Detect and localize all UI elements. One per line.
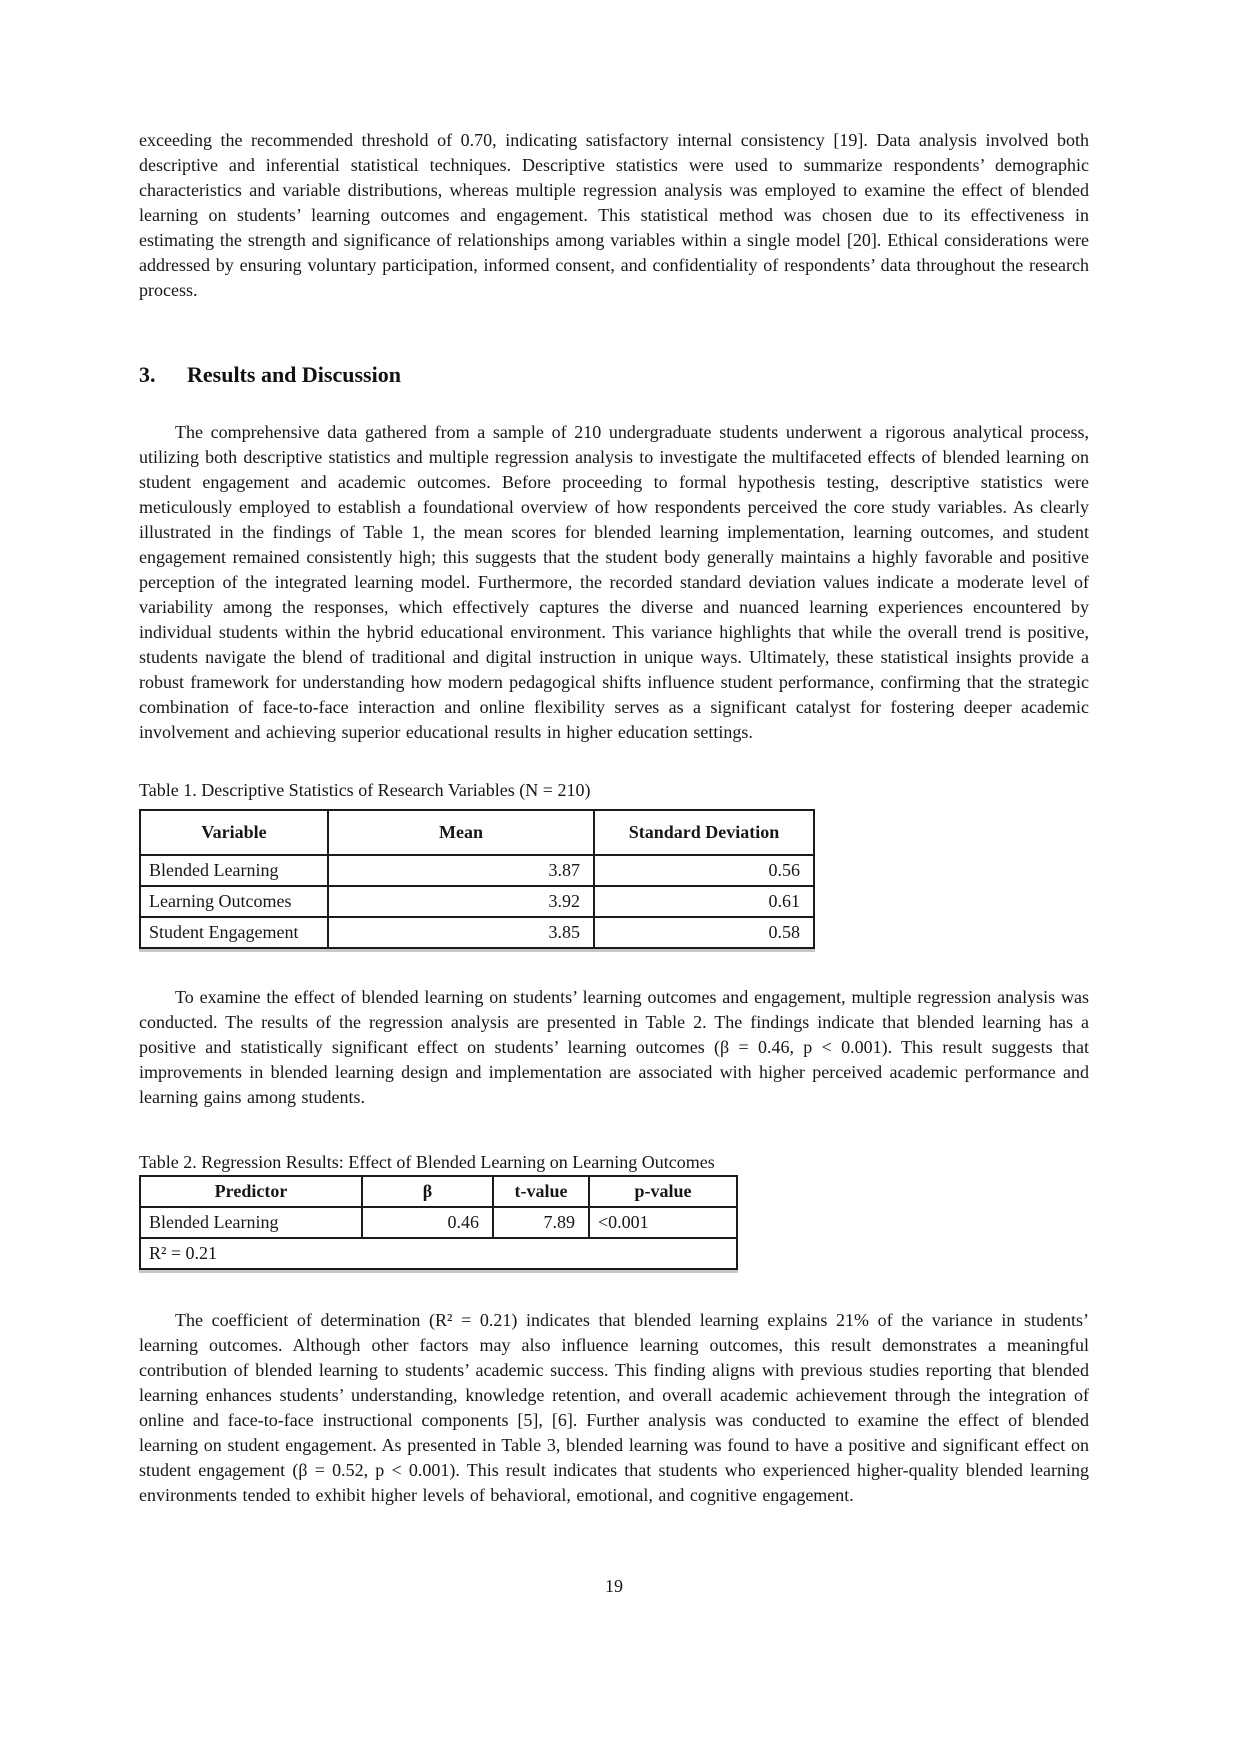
table2-regression-results xyxy=(139,1175,738,1270)
table1-header-row xyxy=(140,810,814,855)
table1-cell-sd: 0.58 xyxy=(594,917,814,948)
table-row xyxy=(140,886,814,917)
table1-cell-variable: Learning Outcomes xyxy=(140,886,328,917)
table1-caption: Table 1. Descriptive Statistics of Research Variables (N = 210) xyxy=(139,780,591,800)
table1-cell-sd: 0.61 xyxy=(594,886,814,917)
table2-cell-predictor: Blended Learning xyxy=(140,1207,362,1238)
paragraph-discussion: The coefficient of determination (R² = 0.21) indicates that blended learning explains 21% of the variance in students’ learning outcomes. Although other factors may also influence learning outcomes, this result demonstrates a meaningful contribution of blended learning to students’ academic success. This finding aligns with previous studies reporting that blended learning enhances students’ understanding, knowledge retention, and overall academic achievement through the integration of online and face-to-face instructional components [5], [6]. Further analysis was conducted to examine the effect of blended learning on student engagement. As presented in Table 3, blended learning was found to have a positive and significant effect on student engagement (β = 0.52, p < 0.001). This result indicates that students who experienced higher-quality blended learning environments tended to exhibit higher levels of behavioral, emotional, and cognitive engagement. xyxy=(139,1310,1089,1505)
table2-header-pvalue: p-value xyxy=(589,1176,737,1207)
table1-header-mean: Mean xyxy=(328,810,594,855)
table2-cell-pvalue: <0.001 xyxy=(589,1207,737,1238)
table1-cell-mean: 3.87 xyxy=(328,855,594,886)
table1-cell-variable: Student Engagement xyxy=(140,917,328,948)
table2-header-predictor: Predictor xyxy=(140,1176,362,1207)
page-number: 19 xyxy=(605,1576,623,1596)
table-row xyxy=(140,917,814,948)
section-heading xyxy=(139,360,1089,390)
table1-descriptive-statistics xyxy=(139,809,815,949)
table1-cell-mean: 3.92 xyxy=(328,886,594,917)
table1-cell-mean: 3.85 xyxy=(328,917,594,948)
table2-caption: Table 2. Regression Results: Effect of Blended Learning on Learning Outcomes xyxy=(139,1152,715,1172)
table-footer-row xyxy=(140,1238,737,1269)
table2-header-tvalue: t-value xyxy=(493,1176,589,1207)
paragraph-regression-intro: To examine the effect of blended learning on students’ learning outcomes and engagement, multiple regression analysis was conducted. The results of the regression analysis are presented in Table 2. The findings indicate that blended learning has a positive and statistically significant effect on students’ learning outcomes (β = 0.46, p < 0.001). This result suggests that improvements in blended learning design and implementation are associated with higher perceived academic performance and learning gains among students. xyxy=(139,987,1089,1107)
table-row xyxy=(140,1207,737,1238)
table1-cell-variable: Blended Learning xyxy=(140,855,328,886)
paragraph-methods-continuation: exceeding the recommended threshold of 0.70, indicating satisfactory internal consistency [19]. Data analysis involved both descriptive and inferential statistical techniques. Descriptive statistics were used to summarize respondents’ demographic characteristics and variable distributions, whereas multiple regression analysis was employed to examine the effect of blended learning on students’ learning outcomes and engagement. This statistical method was chosen due to its effectiveness in estimating the strength and significance of relationships among variables within a single model [20]. Ethical considerations were addressed by ensuring voluntary participation, informed consent, and confidentiality of respondents’ data throughout the research process. xyxy=(139,130,1089,300)
table1-cell-sd: 0.56 xyxy=(594,855,814,886)
table2-r-squared: R² = 0.21 xyxy=(140,1238,737,1269)
table1-header-variable: Variable xyxy=(140,810,328,855)
section-title: Results and Discussion xyxy=(187,362,401,387)
table2-header-row xyxy=(140,1176,737,1207)
table2-cell-tvalue: 7.89 xyxy=(493,1207,589,1238)
section-number: 3. xyxy=(139,362,156,387)
table2-cell-beta: 0.46 xyxy=(362,1207,493,1238)
table2-header-beta: β xyxy=(362,1176,493,1207)
table-row xyxy=(140,855,814,886)
table1-header-sd: Standard Deviation xyxy=(594,810,814,855)
paragraph-descriptive-results: The comprehensive data gathered from a sample of 210 undergraduate students underwent a rigorous analytical process, utilizing both descriptive statistics and multiple regression analysis to investigate the multifaceted effects of blended learning on student engagement and academic outcomes. Before proceeding to formal hypothesis testing, descriptive statistics were meticulously employed to establish a foundational overview of how respondents perceived the core study variables. As clearly illustrated in the findings of Table 1, the mean scores for blended learning implementation, learning outcomes, and student engagement remained consistently high; this suggests that the student body generally maintains a highly favorable and positive perception of the integrated learning model. Furthermore, the recorded standard deviation values indicate a moderate level of variability among the responses, which effectively captures the diverse and nuanced learning experiences encountered by individual students within the hybrid educational environment. This variance highlights that while the overall trend is positive, students navigate the blend of traditional and digital instruction in unique ways. Ultimately, these statistical insights provide a robust framework for understanding how modern pedagogical shifts influence student performance, confirming that the strategic combination of face-to-face interaction and online flexibility serves as a significant catalyst for fostering deeper academic involvement and achieving superior educational results in higher education settings. xyxy=(139,422,1089,742)
